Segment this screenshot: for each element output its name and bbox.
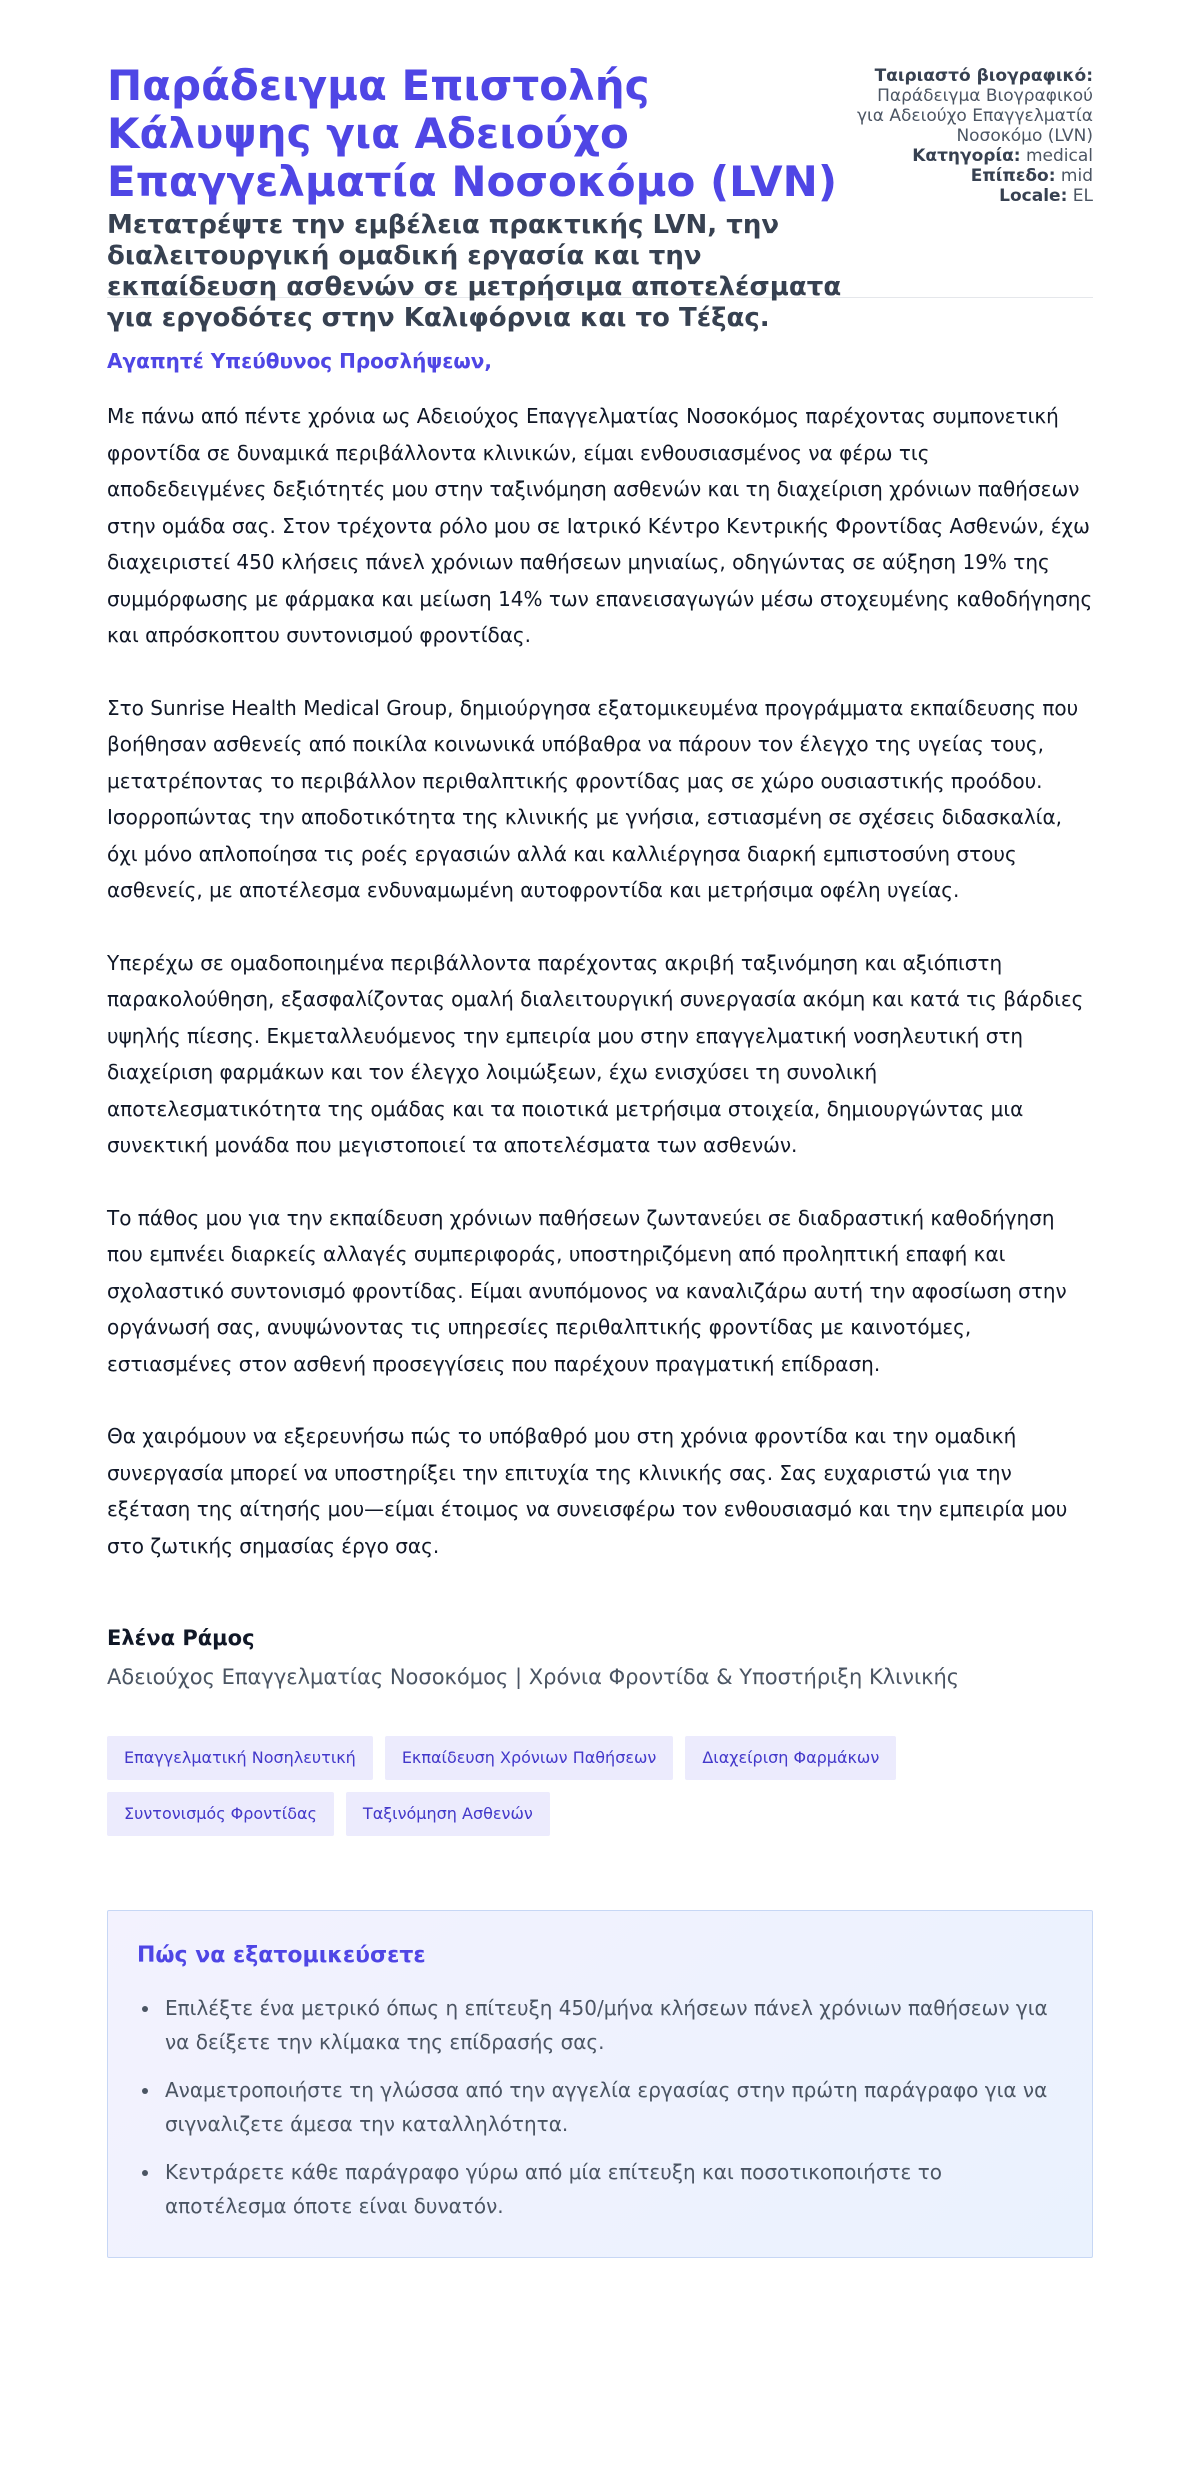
page-title: Παράδειγμα Επιστολής Κάλυψης για Αδειούχο Επαγγελματία Νοσοκόμο (LVN) bbox=[107, 61, 838, 206]
meta-resume bbox=[853, 66, 1093, 146]
meta-panel bbox=[853, 66, 1093, 206]
letter-body bbox=[107, 348, 1093, 1564]
tip-item: • Κεντράρετε κάθε παράγραφο γύρω από μία επίτευξη και ποσοτικοποιήστε το αποτέλεσμα όποτε είναι δυνατόν. bbox=[161, 2155, 1062, 2223]
meta-locale-value: EL bbox=[1072, 186, 1093, 206]
skill-tags bbox=[107, 1736, 1007, 1836]
skill-tag: Επαγγελματική Νοσηλευτική bbox=[107, 1736, 373, 1780]
signature bbox=[107, 1624, 1093, 1692]
page-subtitle: Μετατρέψτε την εμβέλεια πρακτικής LVN, την διαλειτουργική ομαδική εργασία και την εκπαίδευση ασθενών σε μετρήσιμα αποτελέσματα για εργοδότες στην Καλιφόρνια και το Τέξας. bbox=[107, 210, 842, 333]
meta-level bbox=[853, 166, 1093, 186]
customize-tips-box bbox=[107, 1910, 1093, 2258]
skill-tag: Διαχείριση Φαρμάκων bbox=[685, 1736, 896, 1780]
skill-tag: Ταξινόμηση Ασθενών bbox=[346, 1792, 550, 1836]
letter-paragraph: Θα χαιρόμουν να εξερευνήσω πώς το υπόβαθρό μου στη χρόνια φροντίδα και την ομαδική συνεργασία μπορεί να υποστηρίξει την επιτυχία της κλινικής σας. Σας ευχαριστώ για την εξέταση της αίτησής μου—είμαι έτοιμος να συνεισφέρω τον ενθουσιασμό και την εμπειρία μου στο ζωτικής σημασίας έργο σας. bbox=[107, 1424, 1068, 1558]
tip-item: • Επιλέξτε ένα μετρικό όπως η επίτευξη 450/μήνα κλήσεων πάνελ χρόνιων παθήσεων για να δείξετε την κλίμακα της επίδρασής σας. bbox=[161, 1991, 1062, 2059]
meta-category bbox=[853, 146, 1093, 166]
meta-level-label: Επίπεδο: bbox=[970, 166, 1056, 186]
signature-name: Ελένα Ράμος bbox=[107, 1626, 255, 1650]
signature-role: Αδειούχος Επαγγελματίας Νοσοκόμος | Χρόνια Φροντίδα & Υποστήριξη Κλινικής bbox=[107, 1665, 960, 1689]
letter-paragraph: Στο Sunrise Health Medical Group, δημιούργησα εξατομικευμένα προγράμματα εκπαίδευσης που βοήθησαν ασθενείς από ποικίλα κοινωνικά υπόβαθρα να πάρουν τον έλεγχο της υγείας τους, μετατρέποντας το περιβάλλον περιθαλπτικής φροντίδας μας σε χώρο ουσιαστικής προόδου. Ισορροπώντας την αποδοτικότητα της κλινικής με γνήσια, εστιασμένη σε σχέσεις διδασκαλία, όχι μόνο απλοποίησα τις ροές εργασιών αλλά και καλλιέργησα διαρκή εμπιστοσύνη στους ασθενείς, με αποτέλεσμα ενδυναμωμένη αυτοφροντίδα και μετρήσιμα οφέλη υγείας. bbox=[107, 695, 1079, 902]
letter-paragraph: Υπερέχω σε ομαδοποιημένα περιβάλλοντα παρέχοντας ακριβή ταξινόμηση και αξιόπιστη παρακολούθηση, εξασφαλίζοντας ομαλή διαλειτουργική συνεργασία ακόμη και κατά τις βάρδιες υψηλής πίεσης. Εκμεταλλευόμενος την εμπειρία μου στην επαγγελματική νοσηλευτική στη διαχείριση φαρμάκων και τον έλεγχο λοιμώξεων, έχω ενισχύσει τη συνολική αποτελεσματικότητα της ομάδας και τα ποιοτικά μετρήσιμα στοιχεία, δημιουργώντας μια συνεκτική μονάδα που μεγιστοποιεί τα αποτελέσματα των ασθενών. bbox=[107, 950, 1084, 1157]
skill-tag: Εκπαίδευση Χρόνιων Παθήσεων bbox=[385, 1736, 674, 1780]
tips-title: Πώς να εξατομικεύσετε bbox=[137, 1943, 426, 1968]
letter-paragraph: Το πάθος μου για την εκπαίδευση χρόνιων παθήσεων ζωντανεύει σε διαδραστική καθοδήγηση που εμπνέει διαρκείς αλλαγές συμπεριφοράς, υποστηριζόμενη από προληπτική επαφή και σχολαστικό συντονισμό φροντίδας. Είμαι ανυπόμονος να καναλιζάρω αυτή την αφοσίωση στην οργάνωσή σας, ανυψώνοντας τις υπηρεσίες περιθαλπτικής φροντίδας με καινοτόμες, εστιασμένες στον ασθενή προσεγγίσεις που παρέχουν πραγματική επίδραση. bbox=[107, 1205, 1067, 1376]
meta-level-value: mid bbox=[1060, 166, 1093, 186]
tip-item: • Αναμετροποιήστε τη γλώσσα από την αγγελία εργασίας στην πρώτη παράγραφο για να σιγναλιζετε άμεσα την καταλληλότητα. bbox=[161, 2073, 1062, 2141]
meta-resume-link[interactable]: Παράδειγμα Βιογραφικού για Αδειούχο Επαγγελματία Νοσοκόμο (LVN) bbox=[856, 86, 1093, 146]
meta-locale bbox=[853, 186, 1093, 206]
skill-tag: Συντονισμός Φροντίδας bbox=[107, 1792, 334, 1836]
letter-paragraph: Με πάνω από πέντε χρόνια ως Αδειούχος Επαγγελματίας Νοσοκόμος παρέχοντας συμπονετική φροντίδα σε δυναμικά περιβάλλοντα κλινικών, είμαι ενθουσιασμένος να φέρω τις αποδεδειγμένες δεξιότητές μου στην ταξινόμηση ασθενών και τη διαχείριση χρόνιων παθήσεων στην ομάδα σας. Στον τρέχοντα ρόλο μου σε Ιατρικό Κέντρο Κεντρικής Φροντίδας Ασθενών, έχω διαχειριστεί 450 κλήσεις πάνελ χρόνιων παθήσεων μηνιαίως, οδηγώντας σε αύξηση 19% της συμμόρφωσης με φάρμακα και μείωση 14% των επανεισαγωγών μέσω στοχευμένης καθοδήγησης και απρόσκοπτου συντονισμού φροντίδας. bbox=[107, 404, 1093, 647]
meta-locale-label: Locale: bbox=[999, 186, 1068, 206]
tips-list bbox=[137, 1991, 1062, 2223]
meta-resume-label: Ταιριαστό βιογραφικό: bbox=[874, 66, 1093, 86]
meta-category-value: medical bbox=[1025, 146, 1093, 166]
page-header bbox=[107, 0, 1093, 333]
letter-greeting: Αγαπητέ Υπεύθυνος Προσλήψεων, bbox=[107, 349, 493, 373]
meta-category-label: Κατηγορία: bbox=[912, 146, 1021, 166]
